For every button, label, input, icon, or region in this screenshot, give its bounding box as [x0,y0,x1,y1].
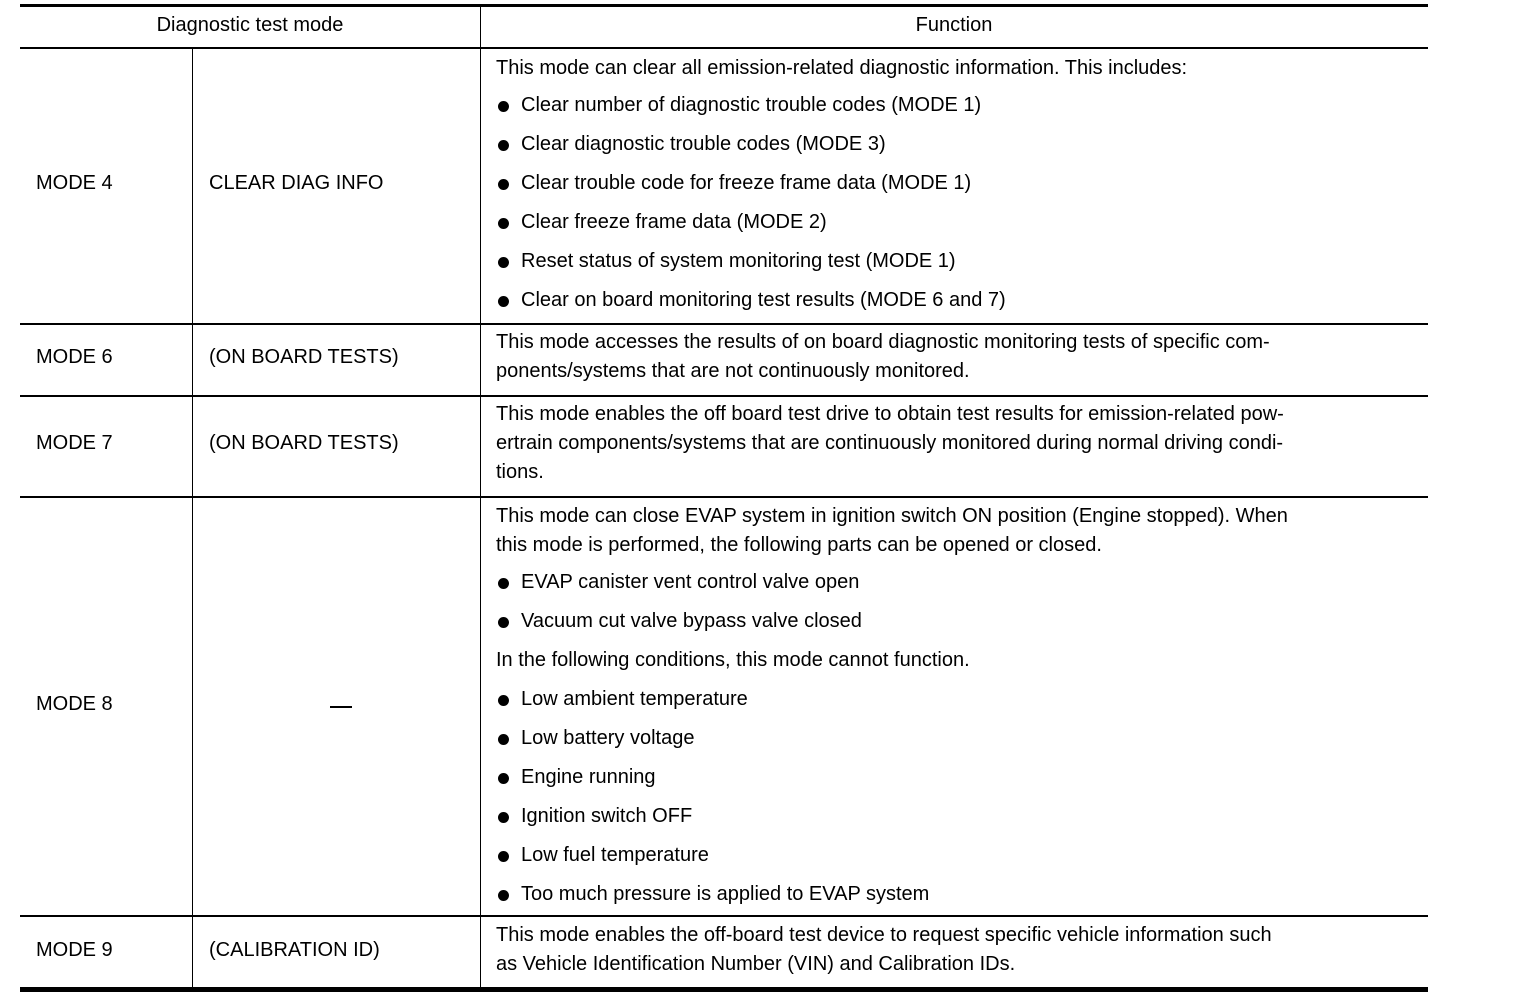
bullet-icon [498,851,509,862]
mode-name-cell: (ON BOARD TESTS) [209,432,399,454]
list-item: Low battery voltage [496,724,1421,753]
list-item: Reset status of system monitoring test (MODE 1) [496,247,1421,276]
list-item: Engine running [496,763,1421,792]
bullet-icon [498,179,509,190]
function-cell: This mode accesses the results of on board diagnostic monitoring tests of specific com- ponents/systems that are not continuously monitored. [496,331,1270,382]
em-dash [330,706,352,708]
bullet-icon [498,890,509,901]
table-bottom-rule [20,987,1428,992]
mode-name-cell: (ON BOARD TESTS) [209,346,399,368]
function-cell: This mode enables the off-board test device to request specific vehicle information such as Vehicle Identification Number (VIN) and Calibration IDs. [496,924,1272,975]
bullet-icon [498,218,509,229]
mode-cell: MODE 7 [36,432,113,454]
list-item: Vacuum cut valve bypass valve closed [496,607,1421,636]
row-rule [20,323,1428,325]
bullet-icon [498,812,509,823]
row-rule [20,496,1428,498]
column-divider-name [192,48,193,988]
list-item: Ignition switch OFF [496,802,1421,831]
list-item: Clear freeze frame data (MODE 2) [496,208,1421,237]
bullet-icon [498,296,509,307]
mode-cell: MODE 6 [36,346,113,368]
bullet-icon [498,101,509,112]
list-item: Low fuel temperature [496,841,1421,870]
bullet-icon [498,140,509,151]
header-function: Function [915,14,993,36]
header-rule [20,47,1428,49]
mode-cell: MODE 4 [36,172,113,194]
function-cell: This mode can close EVAP system in ignition switch ON position (Engine stopped). When this mode is performed, the following parts can be opened or closed. EVAP canister vent control valve open Vacuum cut valve bypass valve closed In the following conditions, this mode cannot function. Low ambient temperature Low battery voltage Engine running Ignition switch OFF Low fuel temperature Too much pressure is applied to EVAP system [496,502,1421,909]
bullet-icon [498,734,509,745]
mode-cell: MODE 8 [36,693,113,715]
bullet-icon [498,578,509,589]
list-item: EVAP canister vent control valve open [496,568,1421,597]
list-item: Clear trouble code for freeze frame data (MODE 1) [496,169,1421,198]
mode-cell: MODE 9 [36,939,113,961]
header-diagnostic-test-mode: Diagnostic test mode [156,14,344,36]
bullet-icon [498,695,509,706]
function-intro: This mode can clear all emission-related diagnostic information. This includes: [496,57,1188,79]
function-cell: This mode enables the off board test drive to obtain test results for emission-related pow- ertrain components/systems that are continuously monitored during normal driving condi- tions. [496,403,1284,483]
bullet-icon [498,773,509,784]
list-item: Clear on board monitoring test results (MODE 6 and 7) [496,286,1421,315]
table-top-rule [20,4,1428,7]
list-item: Clear number of diagnostic trouble codes (MODE 1) [496,91,1421,120]
list-item: Clear diagnostic trouble codes (MODE 3) [496,130,1421,159]
mode-name-cell: (CALIBRATION ID) [209,939,380,961]
mode-name-cell: CLEAR DIAG INFO [209,172,384,194]
bullet-icon [498,617,509,628]
list-item: Too much pressure is applied to EVAP system [496,880,1421,909]
function-cell [496,54,1421,315]
row-rule [20,395,1428,397]
list-item: Low ambient temperature [496,685,1421,714]
row-rule [20,915,1428,917]
bullet-icon [498,257,509,268]
